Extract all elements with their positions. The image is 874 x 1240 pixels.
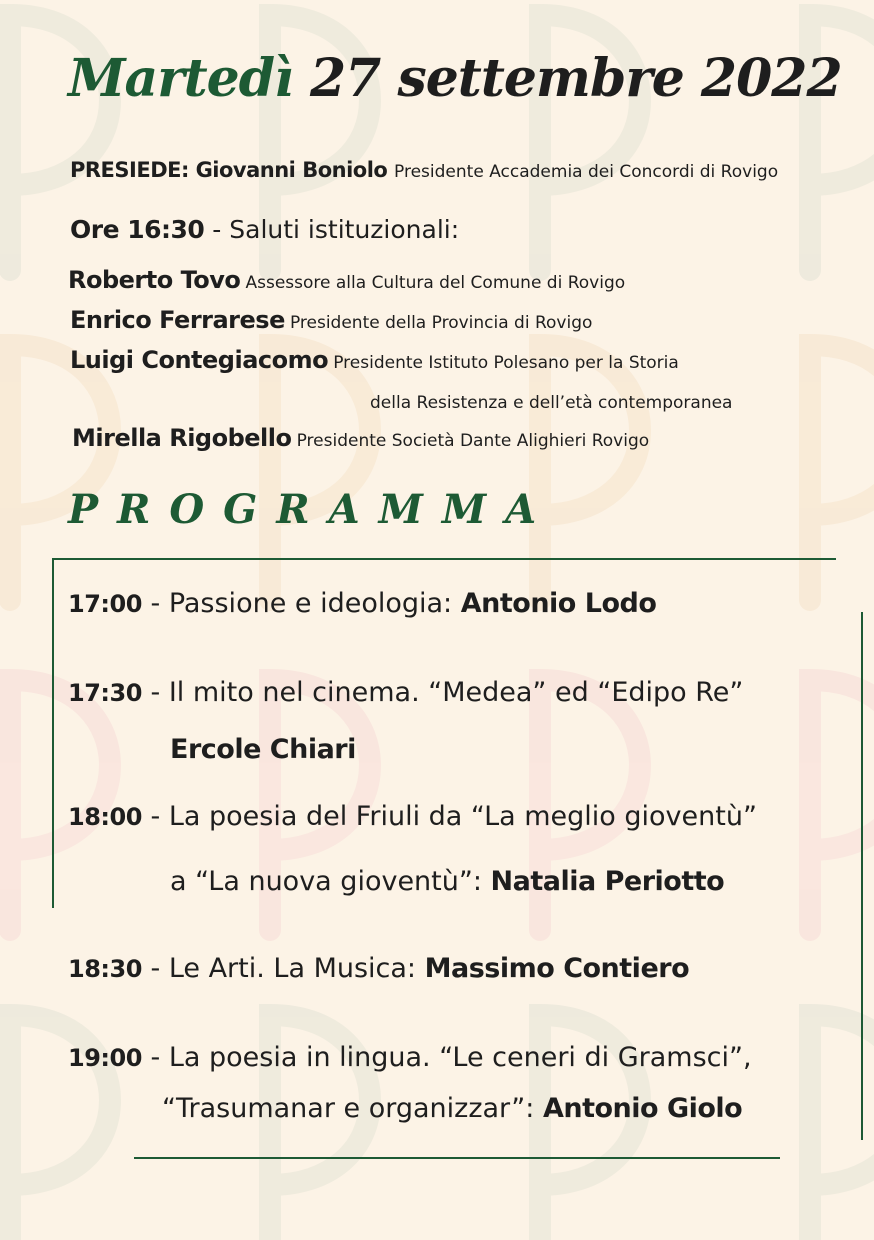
bg-letter-p [270,345,370,600]
frame-right-line [861,612,863,1140]
programma-time: 18:00 [68,803,142,831]
bg-letter-p [540,345,640,600]
programma-item [68,801,757,832]
programma-continued-line [170,866,724,897]
programma-speaker: Antonio Giolo [542,1093,743,1124]
programma-speaker-line [170,734,356,765]
programma-time: 18:30 [68,955,142,983]
programma-item [68,1042,752,1073]
saluti-time: Ore 16:30 [70,215,205,244]
speaker-role: Presidente della Provincia di Rovigo [289,313,593,333]
speaker-name: Luigi Contegiacomo [70,346,329,374]
title-date: 27 settembre 2022 [309,48,842,109]
speaker-role: Presidente Istituto Polesano per la Storia [333,353,679,373]
programma-speaker: Massimo Contiero [424,953,690,984]
programma-title: PROGRAMMA [68,486,556,533]
programma-item [68,953,689,984]
programma-item [68,677,743,708]
title-day: Martedì [68,48,293,109]
programma-text: - La poesia in lingua. “Le ceneri di Gramsci”, [141,1042,752,1073]
presiede-line [70,158,778,182]
speaker-role-continued: della Resistenza e dell’età contemporanea [370,393,733,413]
speaker-row [70,346,679,374]
programma-text: “Trasumanar e organizzar”: [162,1093,543,1124]
bg-letter-p [810,1015,874,1240]
presiede-label: PRESIEDE: [70,158,189,182]
speaker-name: Roberto Tovo [68,266,241,294]
frame-bottom-line [134,1157,780,1159]
saluti-line [70,215,459,244]
programma-text: a “La nuova gioventù”: [170,866,491,897]
programma-time: 17:00 [68,590,142,618]
programma-time: 19:00 [68,1044,142,1072]
speaker-name: Enrico Ferrarese [70,306,285,334]
speaker-row [72,424,649,452]
bg-letter-p [810,680,874,930]
speaker-row [68,266,625,294]
programma-text: - Le Arti. La Musica: [141,953,425,984]
programma-text: - La poesia del Friuli da “La meglio gioventù” [141,801,757,832]
programma-continued-line [162,1093,742,1124]
programma-text: - Il mito nel cinema. “Medea” ed “Edipo Re” [141,677,744,708]
programma-speaker: Ercole Chiari [170,734,356,765]
frame-top-line [52,558,836,560]
programma-item [68,588,656,619]
bg-letter-p [810,345,874,600]
programma-time: 17:30 [68,679,142,707]
bg-letter-p [10,345,110,600]
page-title [68,48,842,109]
speaker-role: Presidente Società Dante Alighieri Rovigo [296,431,650,451]
frame-left-line [52,558,54,908]
presiede-name: Giovanni Boniolo [195,158,388,182]
speaker-name: Mirella Rigobello [72,424,292,452]
programma-speaker: Antonio Lodo [460,588,657,619]
speaker-role: Assessore alla Cultura del Comune di Rovigo [245,273,626,293]
saluti-text: - Saluti istituzionali: [212,215,460,244]
presiede-role: Presidente Accademia dei Concordi di Rovigo [394,162,779,182]
speaker-row [70,306,592,334]
programma-text: - Passione e ideologia: [141,588,461,619]
programma-speaker: Natalia Periotto [490,866,725,897]
